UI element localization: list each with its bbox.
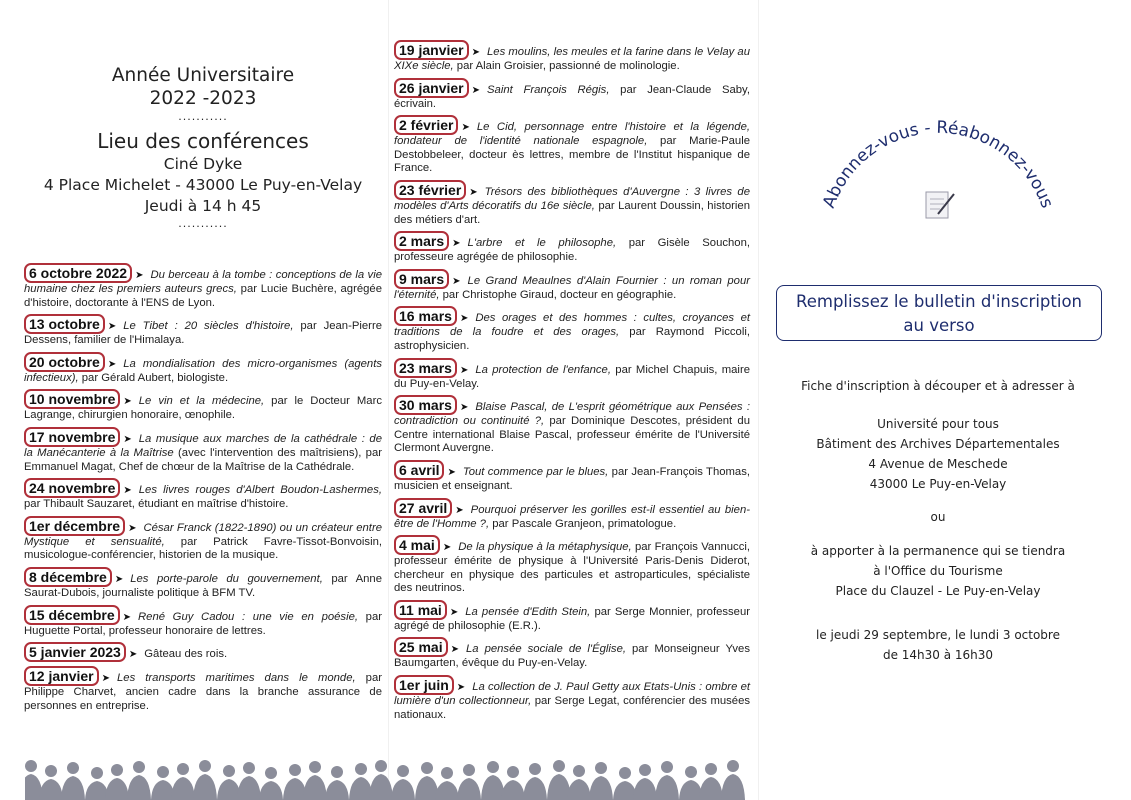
event-item bbox=[24, 352, 382, 386]
address-line3: 4 Avenue de Meschede bbox=[868, 457, 1008, 471]
event-description bbox=[144, 648, 227, 660]
event-item bbox=[394, 460, 750, 494]
permanence-hours: de 14h30 à 16h30 bbox=[882, 648, 994, 662]
fold-line-2 bbox=[758, 0, 759, 800]
event-date: 23 février bbox=[394, 180, 466, 200]
permanence-line2: à l'Office du Tourisme bbox=[873, 564, 1003, 578]
event-speaker: par Michel Chapuis, maire du Puy-en-Velay. bbox=[394, 363, 750, 390]
venue-title: Lieu des conférences bbox=[97, 129, 309, 153]
arrow-icon: ➤ bbox=[107, 358, 117, 370]
event-item bbox=[24, 389, 382, 423]
event-speaker: par Jean-Pierre Dessens, familier de l'Himalaya. bbox=[24, 320, 382, 347]
abonnez-arc-badge bbox=[808, 100, 1068, 240]
event-title: Saint François Régis, bbox=[487, 83, 610, 96]
event-date: 2 février bbox=[394, 115, 458, 135]
event-item bbox=[24, 263, 382, 310]
event-speaker: par Philippe Charvet, ancien cadre dans la branche assurance de personnes en entreprise. bbox=[24, 672, 383, 712]
header-dots: ........... bbox=[178, 110, 228, 123]
venue-address: 4 Place Michelet - 43000 Le Puy-en-Velay bbox=[43, 176, 363, 194]
event-speaker: par Christophe Giraud, docteur en géographie. bbox=[439, 288, 677, 301]
event-date: 2 mars bbox=[394, 231, 449, 251]
permanence-line3: Place du Clauzel - Le Puy-en-Velay bbox=[835, 584, 1041, 598]
event-title: Du berceau à la tombe : conceptions de la vie humaine chez les premiers auteurs grecs, bbox=[24, 269, 382, 295]
event-date: 30 mars bbox=[394, 395, 457, 415]
event-speaker: par François Vannucci, professeur émérite de physique à l'Université Paris-Denis Diderot, chercheur en physique des particules et astroparticules, spécialiste des neutrinos. bbox=[394, 541, 750, 595]
event-item bbox=[394, 40, 750, 74]
event-date: 23 mars bbox=[394, 358, 457, 378]
event-item bbox=[24, 666, 382, 713]
audience-silhouette bbox=[25, 736, 757, 800]
arrow-icon: ➤ bbox=[452, 275, 461, 287]
event-speaker: par Gérald Aubert, biologiste. bbox=[78, 371, 229, 384]
event-title: Pourquoi préserver les gorilles est-il essentiel au bien-être de l'Homme ?, bbox=[394, 503, 750, 530]
event-speaker: par Marie-Paule Destobbeleer, docteur ès lettres, membre de l'Institut hispanique de France. bbox=[394, 135, 750, 175]
arrow-icon: ➤ bbox=[452, 238, 461, 250]
event-title: La mondialisation des micro-organismes (agents infectieux), bbox=[24, 357, 382, 384]
pen-paper-icon bbox=[926, 192, 954, 218]
event-date: 20 octobre bbox=[24, 352, 105, 372]
event-item bbox=[394, 306, 750, 353]
event-speaker: par Anne Saurat-Dubois, journaliste politique à BFM TV. bbox=[24, 572, 382, 599]
arrow-icon: ➤ bbox=[459, 313, 469, 325]
arrow-icon: ➤ bbox=[450, 644, 459, 656]
events-list-left bbox=[24, 263, 382, 713]
arrow-icon: ➤ bbox=[123, 396, 132, 408]
event-date: 6 octobre 2022 bbox=[24, 263, 132, 283]
event-date: 17 novembre bbox=[24, 427, 120, 447]
event-title: Les livres rouges d'Albert Boudon-Lashermes, bbox=[138, 484, 382, 497]
bulletin-box bbox=[776, 285, 1102, 341]
event-date: 9 mars bbox=[394, 269, 449, 289]
event-date: 27 avril bbox=[394, 498, 452, 518]
bulletin-line2: au verso bbox=[903, 316, 975, 335]
arrow-icon: ➤ bbox=[461, 122, 470, 134]
middle-column bbox=[394, 0, 750, 726]
arrow-icon: ➤ bbox=[101, 673, 110, 685]
arrow-icon: ➤ bbox=[471, 47, 480, 58]
event-speaker: par Thibault Sauzaret, étudiant en maîtrise d'histoire. bbox=[24, 498, 289, 511]
arrow-icon: ➤ bbox=[455, 504, 464, 516]
abonnez-text: Abonnez-vous - Réabonnez-vous bbox=[819, 117, 1057, 211]
fold-line-1 bbox=[388, 0, 389, 800]
event-speaker: par Dominique Descotes, président du Centre international Blaise Pascal, professeur émérite de l'Université Clermont Auvergne. bbox=[394, 415, 750, 455]
event-description bbox=[394, 606, 750, 632]
event-title: Le vin et la médecine, bbox=[138, 395, 265, 408]
event-title: La collection de J. Paul Getty aux Etats-Unis : ombre et lumière d'un collectionneur, bbox=[394, 681, 750, 708]
arrow-icon: ➤ bbox=[122, 611, 131, 623]
address-line2: Bâtiment des Archives Départementales bbox=[816, 437, 1060, 451]
arrow-icon: ➤ bbox=[128, 649, 138, 661]
arrow-icon: ➤ bbox=[128, 522, 137, 534]
arrow-icon: ➤ bbox=[471, 84, 480, 96]
event-title: Le Grand Meaulnes d'Alain Fournier : un roman pour l'éternité, bbox=[394, 274, 750, 301]
event-speaker: par Monseigneur Yves Baumgarten, évêque du Puy-en-Velay. bbox=[394, 643, 750, 670]
event-title: La pensée d'Edith Stein, bbox=[465, 605, 591, 618]
event-item bbox=[394, 498, 750, 532]
event-speaker: (avec l'intervention des maîtrisiens), par Emmanuel Magat, Chef de chœur de la Maîtrise de la Cathédrale. bbox=[24, 446, 382, 473]
arrow-icon: ➤ bbox=[459, 402, 469, 414]
event-item bbox=[394, 269, 750, 303]
event-date: 11 mai bbox=[394, 600, 447, 620]
right-column bbox=[768, 0, 1108, 800]
event-title: Tout commence par le blues, bbox=[462, 465, 609, 478]
event-speaker: par Gisèle Souchon, professeure agrégée de philosophie. bbox=[394, 237, 750, 264]
event-date: 19 janvier bbox=[394, 40, 469, 60]
permanence-line1: à apporter à la permanence qui se tiendra bbox=[810, 544, 1066, 558]
event-title: Des orages et des hommes : cultes, croyances et traditions de la foudre et des orages, bbox=[394, 312, 750, 339]
event-speaker: par Alain Groisier, passionné de molinologie. bbox=[453, 60, 680, 72]
event-date: 5 janvier 2023 bbox=[24, 642, 126, 662]
event-speaker: par Jean-Claude Saby, écrivain. bbox=[394, 83, 750, 110]
or-text: ou bbox=[930, 510, 946, 524]
event-date: 15 décembre bbox=[24, 605, 120, 625]
event-date: 26 janvier bbox=[394, 78, 469, 98]
event-title: Les porte-parole du gouvernement, bbox=[130, 572, 323, 585]
left-column bbox=[24, 0, 382, 717]
event-title: Trésors des bibliothèques d'Auvergne : 3 livres de modèles d'Arts décoratifs du 16e siècle, bbox=[394, 185, 750, 212]
event-speaker: par Jean-François Thomas, musicien et enseignant. bbox=[394, 465, 750, 492]
event-item bbox=[24, 314, 382, 348]
arrow-icon: ➤ bbox=[123, 433, 132, 445]
arrow-icon: ➤ bbox=[135, 270, 144, 281]
address-line4: 43000 Le Puy-en-Velay bbox=[869, 477, 1007, 491]
event-item bbox=[394, 535, 750, 596]
arrow-icon: ➤ bbox=[107, 321, 117, 333]
header-line2: 2022 -2023 bbox=[149, 88, 257, 109]
event-item bbox=[24, 567, 382, 601]
venue-name: Ciné Dyke bbox=[163, 155, 243, 173]
arrow-icon: ➤ bbox=[456, 682, 466, 694]
event-title: Le Tibet : 20 siècles d'histoire, bbox=[123, 320, 294, 333]
address-line1: Université pour tous bbox=[877, 417, 999, 431]
event-speaker: Gâteau des rois. bbox=[144, 648, 228, 661]
event-date: 1er juin bbox=[394, 675, 454, 695]
event-item bbox=[394, 675, 750, 722]
event-title: De la physique à la métaphysique, bbox=[458, 541, 632, 554]
event-title: La musique aux marches de la cathédrale : de la Manécanterie à la Maîtrise bbox=[24, 432, 382, 459]
event-item bbox=[394, 395, 750, 456]
event-title: L'arbre et le philosophe, bbox=[467, 237, 617, 250]
event-item bbox=[394, 78, 750, 112]
event-title: La protection de l'enfance, bbox=[475, 363, 611, 376]
arrow-icon: ➤ bbox=[123, 485, 132, 497]
event-title: Blaise Pascal, de L'esprit géométrique aux Pensées : contradiction ou continuité ?, bbox=[394, 401, 750, 428]
event-item bbox=[394, 180, 750, 227]
event-speaker: par Serge Monnier, professeur agrégé de philosophie (E.R.). bbox=[394, 605, 750, 632]
events-list-middle bbox=[394, 40, 750, 722]
program-header bbox=[24, 0, 382, 231]
event-item bbox=[394, 115, 750, 176]
event-item bbox=[24, 478, 382, 512]
arrow-icon: ➤ bbox=[114, 573, 124, 585]
event-date: 24 novembre bbox=[24, 478, 120, 498]
arrow-icon: ➤ bbox=[459, 364, 469, 376]
event-date: 12 janvier bbox=[24, 666, 99, 686]
event-item bbox=[24, 642, 382, 662]
event-item bbox=[394, 637, 750, 671]
event-speaker: par Pascale Granjeon, primatologue. bbox=[489, 517, 677, 530]
event-speaker: par Lucie Buchère, agrégée d'histoire, doctorante à l'ENS de Lyon. bbox=[24, 283, 382, 309]
event-speaker: par Serge Legat, conférencier des musées nationaux. bbox=[394, 695, 750, 721]
event-date: 8 décembre bbox=[24, 567, 112, 587]
event-speaker: par le Docteur Marc Lagrange, chirurgien honoraire, œnophile. bbox=[24, 395, 382, 422]
event-date: 25 mai bbox=[394, 637, 448, 657]
event-title: René Guy Cadou : une vie en poésie, bbox=[138, 610, 359, 623]
event-item bbox=[24, 605, 382, 639]
arrow-icon: ➤ bbox=[469, 186, 478, 198]
event-date: 6 avril bbox=[394, 460, 444, 480]
event-speaker: par Patrick Favre-Tissot-Bonvoisin, musicologue-conférencier, historien de la musique. bbox=[24, 535, 382, 562]
header-dots-2: ........... bbox=[178, 217, 228, 230]
event-date: 1er décembre bbox=[24, 516, 125, 536]
bulletin-line1: Remplissez le bulletin d'inscription bbox=[796, 292, 1082, 311]
event-date: 4 mai bbox=[394, 535, 440, 555]
event-date: 10 novembre bbox=[24, 389, 120, 409]
event-speaker: par Laurent Doussin, historien des métiers d'art. bbox=[394, 199, 750, 226]
event-speaker: par Raymond Piccoli, astrophysicien. bbox=[394, 326, 750, 352]
event-title: Les moulins, les meules et la farine dans le Velay au XIXe siècle, bbox=[394, 46, 750, 72]
arrow-icon: ➤ bbox=[449, 606, 459, 618]
header-line1: Année Universitaire bbox=[111, 65, 295, 86]
fiche-text: Fiche d'inscription à découper et à adresser à bbox=[801, 379, 1075, 393]
permanence-dates: le jeudi 29 septembre, le lundi 3 octobre bbox=[816, 628, 1060, 642]
event-item bbox=[394, 231, 750, 265]
event-title: Les transports maritimes dans le monde, bbox=[117, 672, 356, 685]
arrow-icon: ➤ bbox=[442, 542, 452, 554]
event-item bbox=[24, 516, 382, 563]
event-item bbox=[394, 600, 750, 634]
event-date: 16 mars bbox=[394, 306, 457, 326]
event-title: César Franck (1822-1890) ou un créateur entre Mystique et sensualité, bbox=[24, 521, 382, 548]
arrow-icon: ➤ bbox=[447, 466, 456, 478]
event-item bbox=[394, 358, 750, 392]
event-title: La pensée sociale de l'Église, bbox=[465, 643, 626, 656]
event-item bbox=[24, 427, 382, 474]
event-title: Le Cid, personnage entre l'histoire et la légende, fondateur de l'identité nationale espagnole, bbox=[394, 121, 750, 148]
venue-time: Jeudi à 14 h 45 bbox=[144, 197, 262, 215]
event-speaker: par Huguette Portal, professeur honoraire de lettres. bbox=[24, 610, 382, 637]
event-date: 13 octobre bbox=[24, 314, 105, 334]
